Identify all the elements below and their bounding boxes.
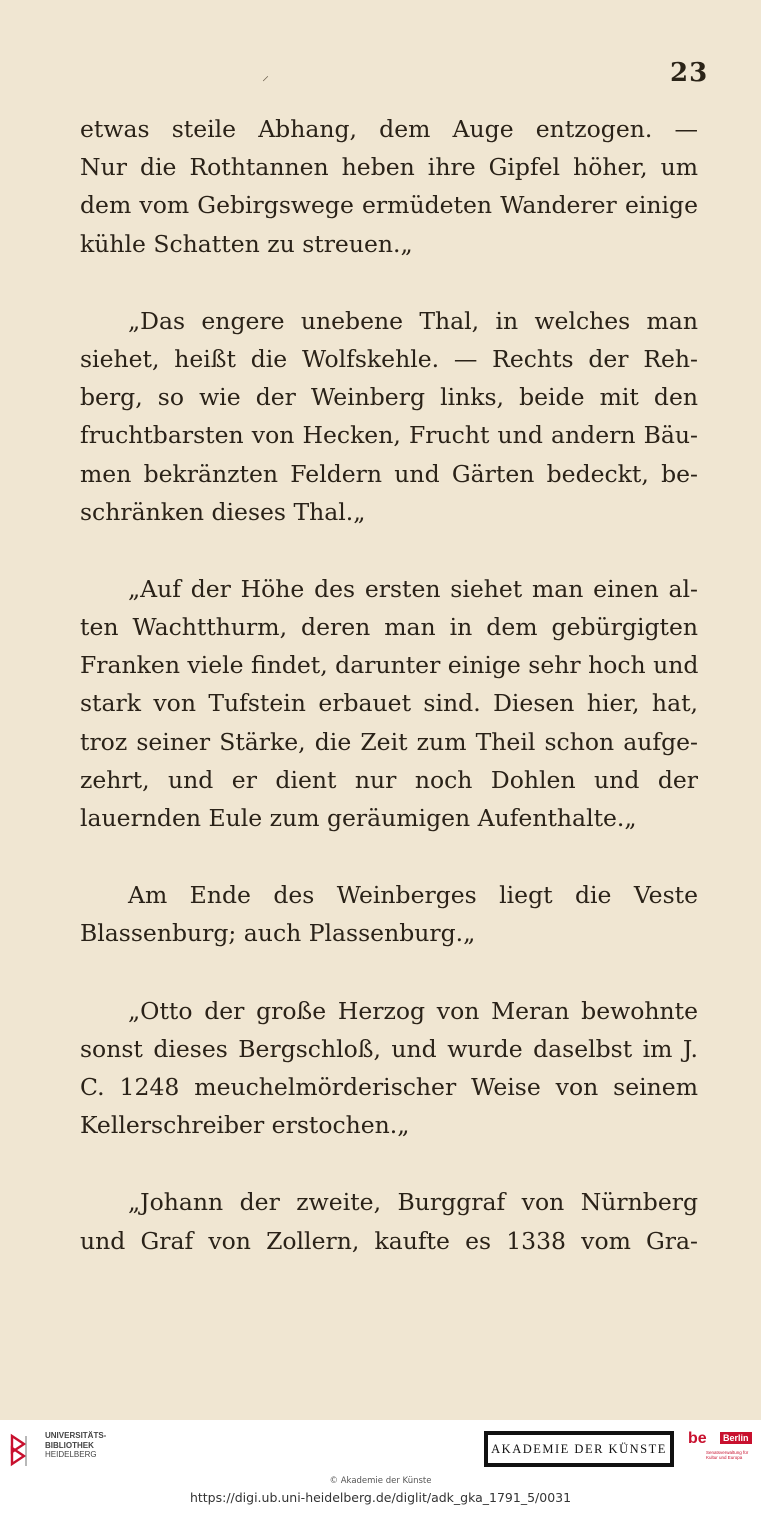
text-line: „Auf der Höhe des ersten siehet man einen al‐ (128, 574, 698, 603)
university-library-name[interactable]: UNIVERSITÄTS- BIBLIOTHEK HEIDELBERG (45, 1431, 107, 1459)
stray-mark: ⸍ (262, 74, 269, 90)
text-line: dem vom Gebirgswege ermüdeten Wanderer einige (80, 191, 698, 220)
text-line: und Graf von Zollern, kaufte es 1338 vom Gra‐ (80, 1226, 698, 1255)
text-line: Franken viele findet, darunter einige sehr hoch und (80, 651, 699, 680)
text-line: sonst dieses Bergschloß, und wurde daselbst im J. (80, 1034, 698, 1063)
permalink-url[interactable]: https://digi.ub.uni-heidelberg.de/diglit/adk_gka_1791_5/0031 (189, 1490, 572, 1505)
page-text (80, 110, 698, 1260)
footer (0, 1420, 761, 1517)
berlin-label: Berlin (720, 1432, 752, 1444)
text-line: „Otto der große Herzog von Meran bewohnte (128, 996, 698, 1025)
text-line: Kellerschreiber erstochen.„ (80, 1111, 410, 1140)
text-line: ten Wachtthurm, deren man in dem gebürgigten (80, 613, 698, 642)
berlin-senate-logo[interactable] (688, 1430, 754, 1470)
text-line: kühle Schatten zu streuen.„ (80, 229, 413, 258)
text-line: Nur die Rothtannen heben ihre Gipfel höher, um (80, 153, 698, 182)
text-line: Am Ende des Weinberges liegt die Veste (128, 881, 698, 910)
text-line: zehrt, und er dient nur noch Dohlen und der (80, 765, 698, 794)
text-line: schränken dieses Thal.„ (80, 497, 366, 526)
text-line: siehet, heißt die Wolfskehle. — Rechts der Reh‐ (80, 344, 698, 373)
akademie-label: AKADEMIE DER KÜNSTE (488, 1435, 670, 1463)
text-line: Blassenburg; auch Plassenburg.„ (80, 919, 476, 948)
text-line: berg, so wie der Weinberg links, beide mit den (80, 383, 698, 412)
text-line: C. 1248 meuchelmörderischer Weise von seinem (80, 1072, 698, 1101)
text-line: men bekränzten Feldern und Gärten bedeckt, be‐ (80, 459, 698, 488)
text-line: „Johann der zweite, Burggraf von Nürnberg (128, 1188, 698, 1217)
text-line: lauernden Eule zum geräumigen Aufenthalte.„ (80, 804, 637, 832)
text-line: stark von Tufstein erbauet sind. Diesen hier, hat, (80, 689, 698, 718)
university-library-logo-icon[interactable] (8, 1430, 40, 1470)
berlin-be-mark: be (688, 1430, 707, 1447)
copyright-note: © Akademie der Künste (329, 1476, 432, 1486)
berlin-sub-label: Senatsverwaltung für Kultur und Europa (706, 1450, 749, 1460)
text-line: etwas steile Abhang, dem Auge entzogen. — (80, 115, 698, 143)
akademie-der-kuenste-logo[interactable] (484, 1431, 674, 1467)
page-number: 23 (670, 58, 709, 88)
text-line: „Das engere unebene Thal, in welches man (128, 306, 698, 335)
text-line: fruchtbarsten von Hecken, Frucht und andern Bäu‐ (80, 421, 698, 450)
text-line: troz seiner Stärke, die Zeit zum Theil schon aufge‐ (80, 727, 698, 756)
